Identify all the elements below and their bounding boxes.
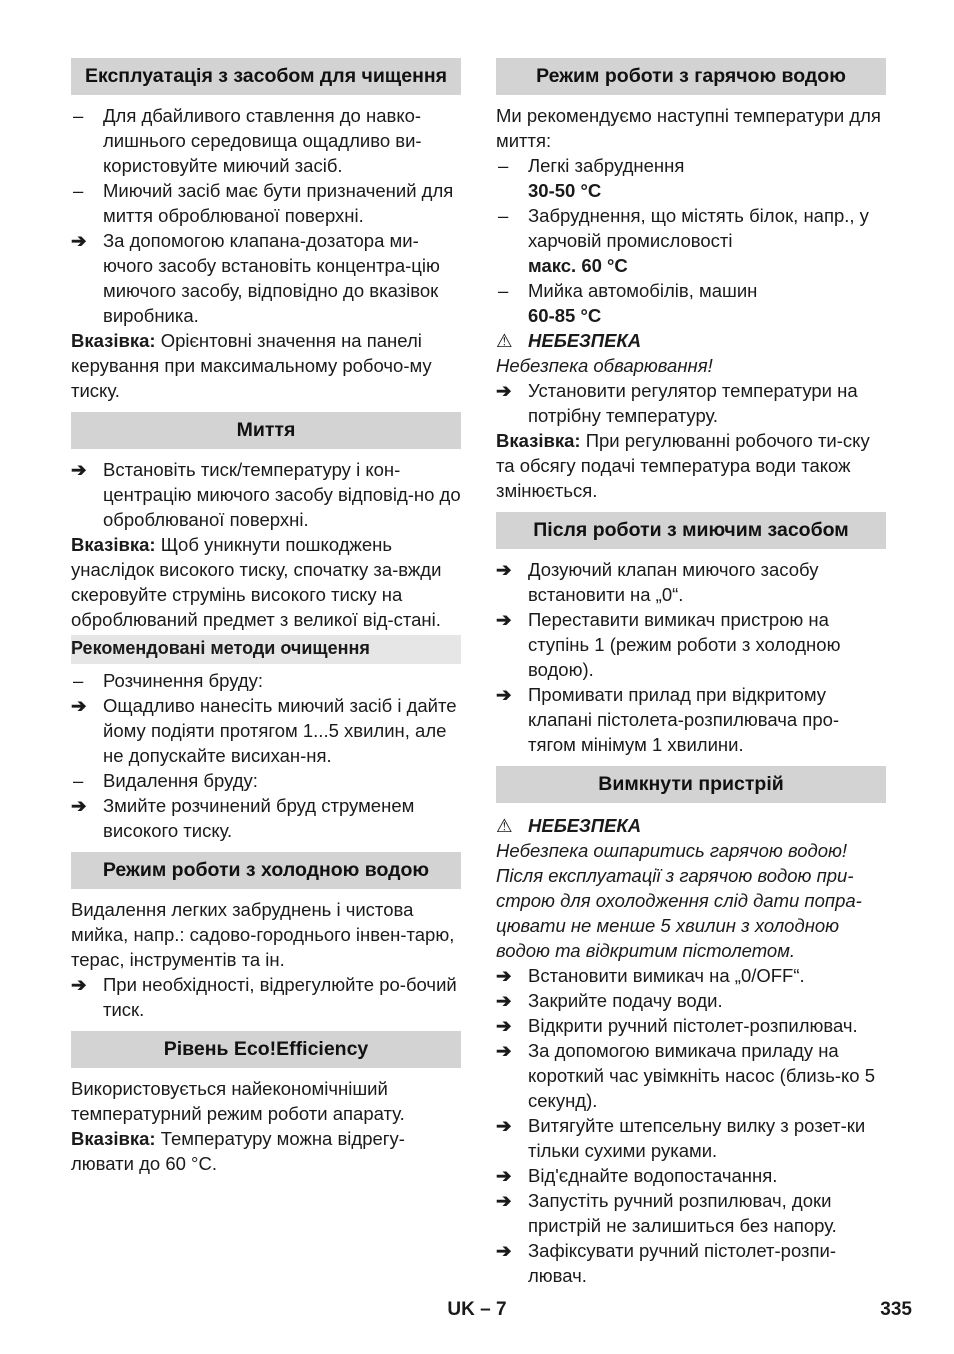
arrow-right-icon: ➔ — [496, 990, 512, 1011]
list-item: ➔ При необхідності, відрегулюйте ро-бочий тиск. — [71, 974, 457, 1020]
dash-bullet: – — [498, 155, 509, 176]
list-item: ➔ Встановити вимикач на „0/OFF“. — [496, 965, 805, 986]
warning-triangle-icon: ⚠ — [496, 815, 513, 836]
dash-bullet: – — [73, 180, 84, 201]
left-column — [71, 58, 461, 1176]
arrow-right-icon: ➔ — [71, 795, 87, 816]
list-item: ➔ Переставити вимикач пристрою на ступінь 1 (режим роботи з холодною водою). — [496, 609, 841, 680]
arrow-right-icon: ➔ — [71, 230, 87, 251]
arrow-right-icon: ➔ — [496, 559, 512, 580]
footer-section-label: UK – 7 — [447, 1299, 507, 1320]
section-heading-detergent-operation: Експлуатація з засобом для чищення — [71, 58, 461, 95]
list-item: ➔ За допомогою клапана-дозатора ми-ючого засобу встановіть концентра-цію миючого засобу, відповідно до вказівок виробника. — [71, 230, 440, 326]
list-item: ➔ Установити регулятор температури на потрібну температуру. — [496, 380, 858, 426]
warning-triangle-icon: ⚠ — [496, 330, 513, 351]
dash-bullet: – — [73, 770, 84, 791]
page-number: 335 — [880, 1299, 912, 1320]
arrow-right-icon: ➔ — [496, 684, 512, 705]
arrow-right-icon: ➔ — [496, 380, 512, 401]
arrow-right-icon: ➔ — [71, 695, 87, 716]
paragraph: Використовується найекономічніший температурний режим роботи апарату. — [71, 1078, 405, 1124]
danger-heading: ⚠ НЕБЕЗПЕКА — [496, 330, 642, 351]
list-item: – Легкі забруднення 30-50 °C — [498, 155, 685, 201]
list-item: – Забруднення, що містять білок, напр., у харчовій промисловості макс. 60 °C — [498, 205, 869, 276]
arrow-right-icon: ➔ — [71, 974, 87, 995]
list-item: ➔ Змийте розчинений бруд струменем високого тиску. — [71, 795, 415, 841]
note-paragraph: Вказівка: При регулюванні робочого ти-ску та обсягу подачі температура води також змінюється. — [496, 430, 870, 501]
arrow-right-icon: ➔ — [496, 965, 512, 986]
section-heading-hot-water: Режим роботи з гарячою водою — [496, 58, 886, 95]
note-paragraph: Вказівка: Орієнтовні значення на панелі керування при максимальному робочо-му тиску. — [71, 330, 432, 401]
dash-bullet: – — [498, 205, 509, 226]
dash-bullet: – — [498, 280, 509, 301]
list-item: – Для дбайливого ставлення до навко-лишнього середовища ощадливо ви-користовуйте миючий засіб. — [73, 105, 422, 176]
list-item: – Розчинення бруду: — [73, 670, 264, 691]
list-item: – Видалення бруду: — [73, 770, 258, 791]
dash-bullet: – — [73, 670, 84, 691]
list-item: ➔ Зафіксувати ручний пістолет-розпи-лювач. — [496, 1240, 837, 1286]
paragraph: Видалення легких забруднень і чистова мийка, напр.: садово-городнього інвен-тарю, терас, інструментів та ін. — [71, 899, 455, 970]
list-item: ➔ Витягуйте штепсельну вилку з розет-ки тільки сухими руками. — [496, 1115, 866, 1161]
danger-heading: ⚠ НЕБЕЗПЕКА — [496, 815, 642, 836]
arrow-right-icon: ➔ — [71, 459, 87, 480]
list-item: ➔ Встановіть тиск/температуру і кон-центрацію миючого засобу відповід-но до оброблюваної поверхні. — [71, 459, 461, 530]
paragraph: Ми рекомендуємо наступні температури для миття: — [496, 105, 881, 151]
list-item: ➔ Від'єднайте водопостачання. — [496, 1165, 778, 1186]
section-heading-cold-water: Режим роботи з холодною водою — [71, 852, 461, 889]
section-heading-eco-efficiency: Рівень Eco!Efficiency — [71, 1031, 461, 1068]
section-heading-switch-off: Вимкнути пристрій — [496, 766, 886, 803]
list-item: ➔ Запустіть ручний розпилювач, доки пристрій не залишиться без напору. — [496, 1190, 837, 1236]
arrow-right-icon: ➔ — [496, 1040, 512, 1061]
arrow-right-icon: ➔ — [496, 1015, 512, 1036]
note-paragraph: Вказівка: Температуру можна відрегу-лювати до 60 °C. — [71, 1128, 405, 1174]
list-item: ➔ Відкрити ручний пістолет-розпилювач. — [496, 1015, 858, 1036]
arrow-right-icon: ➔ — [496, 609, 512, 630]
list-item: – Миючий засіб має бути призначений для миття оброблюваної поверхні. — [73, 180, 454, 226]
arrow-right-icon: ➔ — [496, 1165, 512, 1186]
arrow-right-icon: ➔ — [496, 1190, 512, 1211]
right-column — [496, 58, 886, 1288]
arrow-right-icon: ➔ — [496, 1115, 512, 1136]
list-item: ➔ За допомогою вимикача приладу на короткий час увімкніть насос (близь-ко 5 секунд). — [496, 1040, 876, 1111]
section-heading-washing: Миття — [71, 412, 461, 449]
section-heading-after-detergent: Після роботи з миючим засобом — [496, 512, 886, 549]
list-item: ➔ Закрийте подачу води. — [496, 990, 723, 1011]
dash-bullet: – — [73, 105, 84, 126]
subsection-heading-cleaning-methods: Рекомендовані методи очищення — [71, 635, 461, 664]
note-paragraph: Вказівка: Щоб уникнути пошкоджень унаслідок високого тиску, спочатку за-вжди скеровуйте струмінь високого тиску на оброблюваний предмет з великої від-стані. — [71, 534, 442, 630]
arrow-right-icon: ➔ — [496, 1240, 512, 1261]
danger-text: Небезпека ошпаритись гарячою водою! Після експлуатації з гарячою водою при-строю для охолодження слід дати попра-цювати не менше 5 хвилин з холодною водою та відкритим пістолетом. — [496, 840, 862, 961]
list-item: ➔ Дозуючий клапан миючого засобу встановити на „0“. — [496, 559, 819, 605]
list-item: ➔ Ощадливо нанесіть миючий засіб і дайте йому подіяти протягом 1...5 хвилин, але не допускайте висихан-ня. — [71, 695, 457, 766]
danger-text: Небезпека обварювання! — [496, 355, 713, 376]
list-item: – Мийка автомобілів, машин 60-85 °C — [498, 280, 758, 326]
list-item: ➔ Промивати прилад при відкритому клапані пістолета-розпилювача про-тягом мінімум 1 хвилини. — [496, 684, 840, 755]
